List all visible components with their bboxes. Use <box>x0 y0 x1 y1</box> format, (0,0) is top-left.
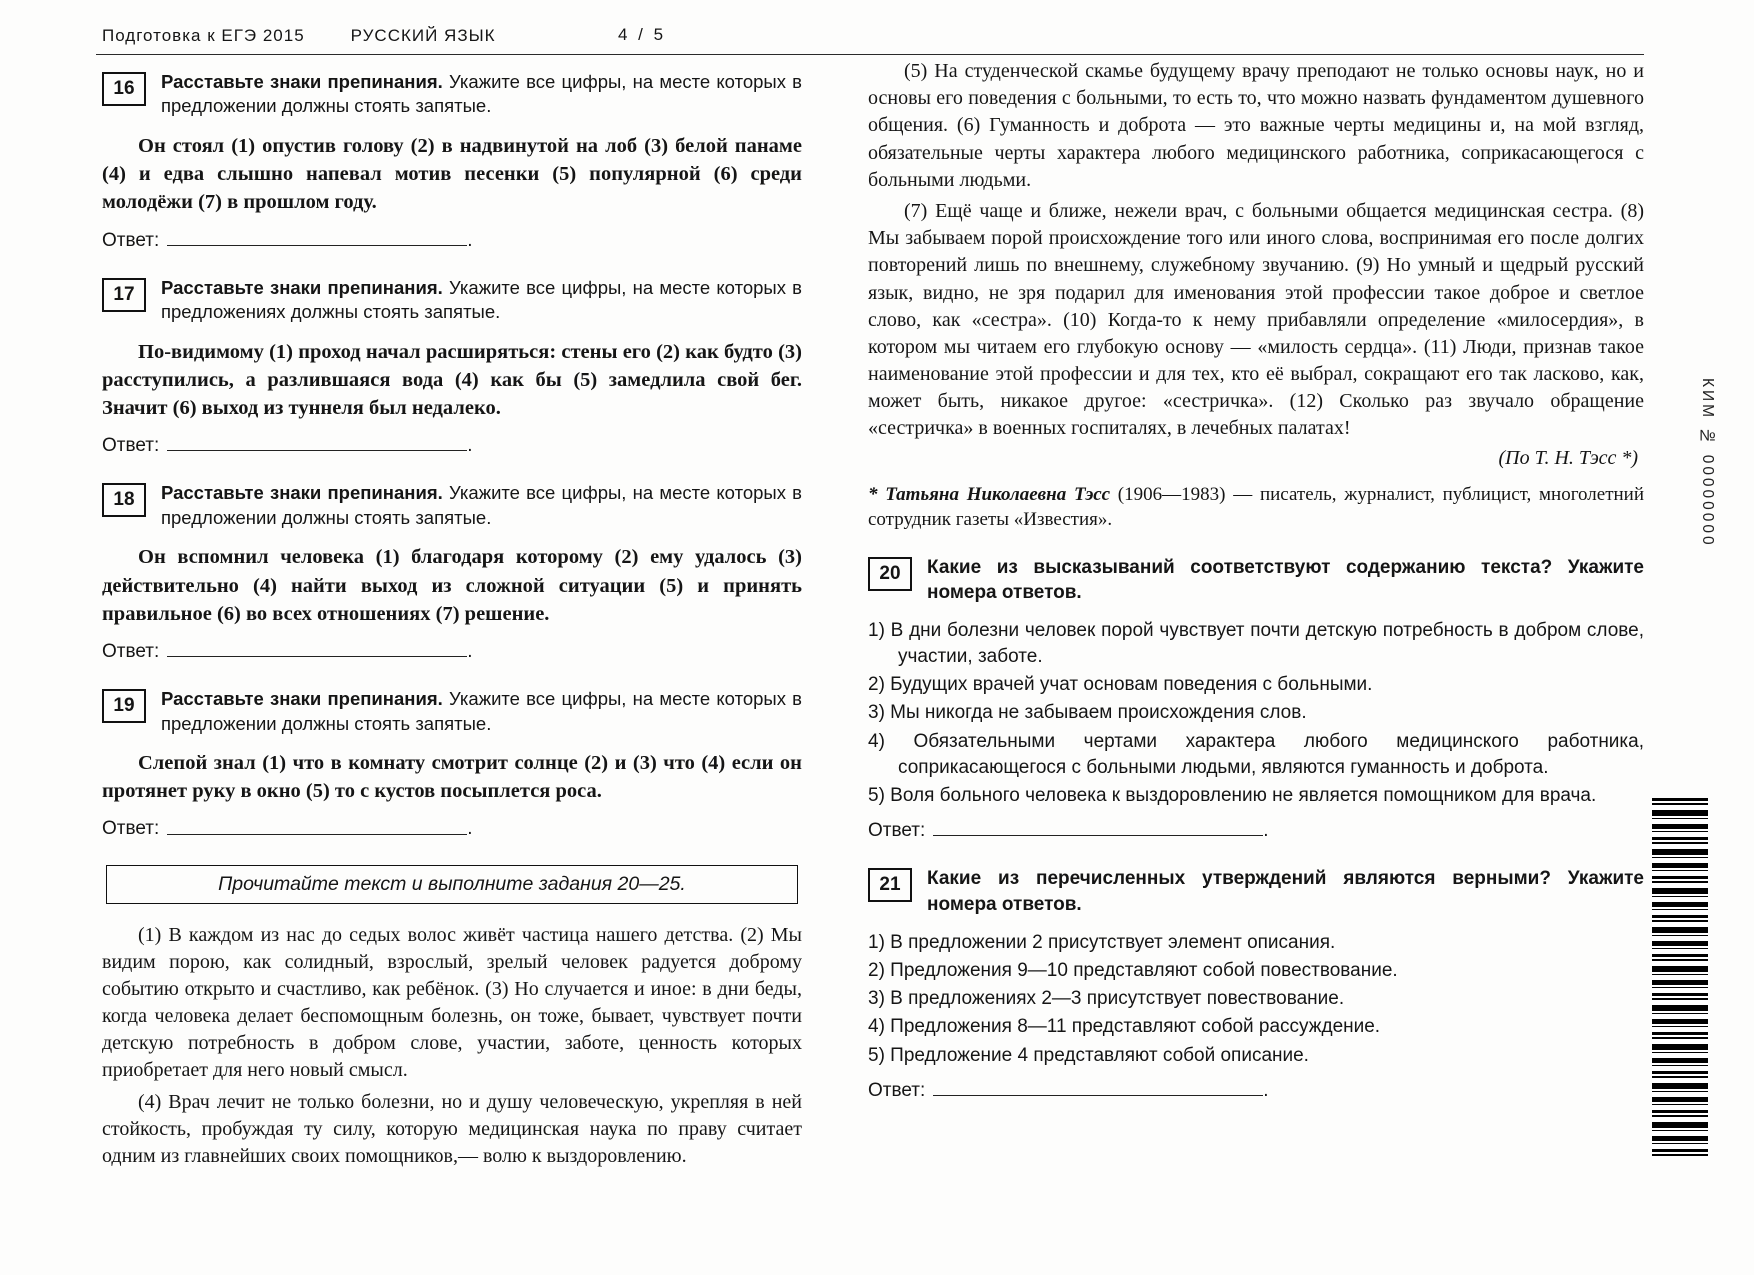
task-17-header <box>102 276 802 325</box>
task-17 <box>102 276 802 458</box>
task-18-instruction-rest: Укажите все цифры, на месте которых в предложении должны стоять запятые. <box>161 482 802 528</box>
answer-label: Ответ: <box>102 435 160 457</box>
header-subject-title: РУССКИЙ ЯЗЫК <box>350 26 496 45</box>
answer-blank <box>933 1077 1263 1096</box>
answer-blank <box>167 638 467 657</box>
footnote-rest: (1906—1983) — писатель, журналист, публицист, многолетний сотрудник газеты «Известия». <box>868 483 1644 531</box>
barcode <box>1652 798 1708 1160</box>
task-17-number-box: 17 <box>102 278 146 312</box>
text-paragraph-4: (7) Ещё чаще и ближе, нежели врач, с больными общается медицинская сестра. (8) Мы забываем порой происхождение того или иного слова, воспринимая его после долгих повторений лишь по внешнему, служебному звучанию. (9) Но умный и щедрый русский язык, видно, не зря подарил для именования этой профессии такое доброе и светлое слово, как «сестра». (10) Когда-то к нему прибавляли определение «милосердия», в котором мы читаем его глубокую основу — «милость сердца». (11) Люди, признав такое наименование этой профессии и для тех, кто её выбрал, сокращают его так ласково, как, может быть, никакое другое: «сестричка». (12) Сколько раз звучало обращение «сестричка» в военных госпиталях, в лечебных палатах! <box>868 199 1644 440</box>
left-column <box>102 66 802 1174</box>
task-19-instruction-lead: Расставьте знаки препинания. <box>161 688 443 710</box>
text-paragraph-1: (1) В каждом из нас до седых волос живёт частица нашего детства. (2) Мы видим порою, как солидный, взрослый, зрелый человек радуется доброму событию открыто и счастливо, как ребёнок. (3) Но случается и иное: в дни беды, когда человека делает беспомощным болезнь, он тоже, бывает, чувствует почти детскую потребность в добром слове, участии, заботе, ценность которых приобретает для него новый смысл. <box>102 923 802 1082</box>
task-19 <box>102 687 802 840</box>
task-20-header <box>868 555 1644 606</box>
task-17-instruction-lead: Расставьте знаки препинания. <box>161 276 443 298</box>
option-item: 1) В дни болезни человек порой чувствует почти детскую потребность в добром слове, участии, заботе. <box>868 619 1644 668</box>
text-paragraph-2: (4) Врач лечит не только болезни, но и душу человеческую, укрепляя в ней стойкость, пробуждая ту силу, которую медицинская наука по праву считает одним из главнейших своих помощников,— волю к выздоровлению. <box>102 1090 802 1168</box>
answer-period: . <box>1263 1079 1269 1101</box>
answer-label: Ответ: <box>868 1079 926 1101</box>
option-item: 2) Будущих врачей учат основам поведения с больными. <box>868 674 1373 696</box>
read-text-instruction-box: Прочитайте текст и выполните задания 20—25. <box>106 865 798 904</box>
task-18-answer-row <box>102 638 802 663</box>
task-17-instruction <box>161 276 802 325</box>
text-attribution: (По Т. Н. Тэсс *) <box>1498 446 1638 469</box>
answer-label: Ответ: <box>102 229 160 251</box>
option-item: 4) Предложения 8—11 представляют собой рассуждение. <box>868 1016 1381 1038</box>
task-18 <box>102 481 802 663</box>
task-18-sentence: Он вспомнил человека (1) благодаря которому (2) ему удалось (3) действительно (4) найти выход из сложной ситуации (5) и принять правильное (6) во всех отношениях (7) решение. <box>102 546 802 625</box>
answer-blank <box>167 815 467 834</box>
task-21 <box>868 866 1644 1101</box>
option-item: 5) Воля больного человека к выздоровлению не является помощником для врача. <box>868 785 1597 807</box>
task-21-header <box>868 866 1644 917</box>
page-number: 4 / 5 <box>618 25 667 44</box>
task-19-instruction-rest: Укажите все цифры, на месте которых в предложении должны стоять запятые. <box>161 688 802 734</box>
task-18-instruction-lead: Расставьте знаки препинания. <box>161 482 443 504</box>
kim-number: КИМ № 00000000 <box>1699 378 1716 548</box>
task-16-instruction-lead: Расставьте знаки препинания. <box>161 71 443 92</box>
option-item: 3) Мы никогда не забываем происхождения слов. <box>868 702 1307 724</box>
task-21-answer-row <box>868 1077 1644 1102</box>
answer-period: . <box>467 229 473 251</box>
answer-label: Ответ: <box>868 820 926 842</box>
option-item: 2) Предложения 9—10 представляют собой повествование. <box>868 959 1398 981</box>
task-19-sentence: Слепой знал (1) что в комнату смотрит солнце (2) и (3) что (4) если он протянет руку в окно (5) то с кустов посыплется роса. <box>102 751 802 803</box>
task-18-header <box>102 481 802 530</box>
task-16-sentence: Он стоял (1) опустив голову (2) в надвинутой на лоб (3) белой панаме (4) и едва слышно напевал мотив песенки (5) популярной (6) среди молодёжи (7) в прошлом году. <box>102 134 802 214</box>
option-item: 3) В предложениях 2—3 присутствует повествование. <box>868 988 1345 1010</box>
answer-label: Ответ: <box>102 818 160 840</box>
task-16-number-box: 16 <box>102 72 146 106</box>
task-20-answer-row <box>868 817 1644 842</box>
right-column <box>868 58 1644 1126</box>
task-20 <box>868 555 1644 843</box>
header-prep-title: Подготовка к ЕГЭ 2015 <box>102 26 305 45</box>
task-19-header <box>102 687 802 736</box>
task-21-options <box>868 930 1644 1069</box>
task-18-instruction <box>161 481 802 530</box>
answer-blank <box>167 227 467 246</box>
task-19-instruction <box>161 687 802 736</box>
task-18-number-box: 18 <box>102 483 146 517</box>
task-16-header <box>102 70 802 119</box>
task-20-options <box>868 618 1644 810</box>
answer-blank <box>933 817 1263 836</box>
task-19-answer-row <box>102 815 802 840</box>
author-footnote <box>868 482 1644 533</box>
task-16-instruction <box>161 70 802 119</box>
task-17-sentence: По-видимому (1) проход начал расширяться: стены его (2) как будто (3) расступились, а разлившаяся вода (4) как бы (5) замедлила свой бег. Значит (6) выход из туннеля был недалеко. <box>102 340 802 420</box>
task-16-instruction-rest: Укажите все цифры, на месте которых в предложении должны стоять запятые. <box>161 71 802 117</box>
option-item: 5) Предложение 4 представляют собой описание. <box>868 1044 1309 1066</box>
answer-period: . <box>1263 820 1269 842</box>
task-20-number-box: 20 <box>868 557 912 591</box>
answer-period: . <box>467 818 473 840</box>
answer-blank <box>167 432 467 451</box>
footnote-author-name: * Татьяна Николаевна Тэсс <box>868 483 1111 505</box>
task-21-number-box: 21 <box>868 868 912 902</box>
answer-label: Ответ: <box>102 641 160 663</box>
option-item: 4) Обязательными чертами характера любого медицинского работника, соприкасающегося с больными людьми, являются гуманность и доброта. <box>868 730 1644 778</box>
task-21-question: Какие из перечисленных утверждений являются верными? Укажите номера ответов. <box>927 868 1644 916</box>
task-17-answer-row <box>102 432 802 457</box>
page-header <box>102 26 496 46</box>
task-16-answer-row <box>102 227 802 252</box>
task-16 <box>102 70 802 252</box>
option-item: 1) В предложении 2 присутствует элемент описания. <box>868 931 1336 953</box>
text-paragraph-3: (5) На студенческой скамье будущему врачу преподают не только основы наук, но и основы его поведения с больными, то есть то, что можно назвать фундаментом душевного общения. (6) Гуманность и доброта — это важные черты медицины и, на мой взгляд, обязательные черты характера любого медицинского работника, соприкасающегося с больными людьми. <box>868 60 1644 191</box>
task-17-instruction-rest: Укажите все цифры, на месте которых в предложениях должны стоять запятые. <box>161 276 802 323</box>
header-divider <box>96 54 1644 55</box>
task-19-number-box: 19 <box>102 689 146 723</box>
task-20-question: Какие из высказываний соответствуют содержанию текста? Укажите номера ответов. <box>927 556 1644 604</box>
answer-period: . <box>467 435 473 457</box>
answer-period: . <box>467 641 473 663</box>
